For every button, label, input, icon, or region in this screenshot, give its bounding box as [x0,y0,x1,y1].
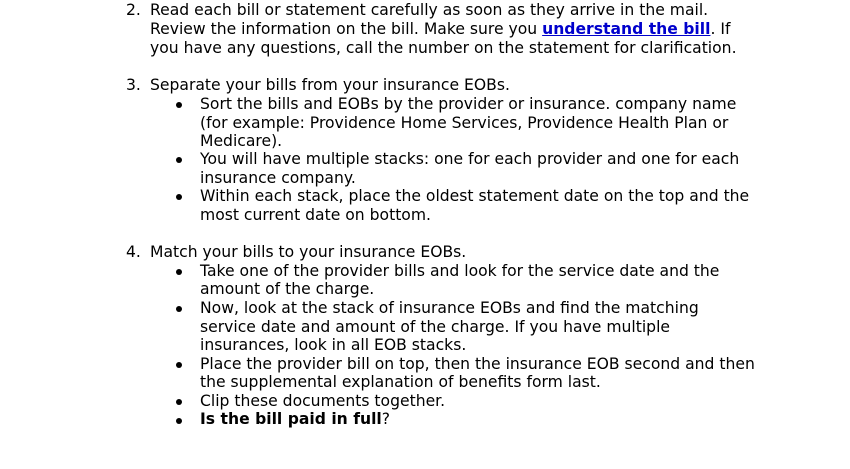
section4-heading: Match your bills to your insurance EOBs. [150,243,467,261]
section2-line2-tail: . If [710,20,731,38]
understand-the-bill-link[interactable]: understand the bill [542,20,711,38]
section4-bullet2-line1: Now, look at the stack of insurance EOBs and find the matching [200,299,699,317]
section2-line1: Read each bill or statement carefully as soon as they arrive in the mail. [150,1,709,19]
section4-bullet4-line1: Clip these documents together. [200,392,446,410]
bullet-icon [176,194,182,200]
section4-bullet2-line2: service date and amount of the charge. If you have multiple [200,318,670,336]
item-number-2: 2. [126,1,141,19]
section2-line2-text: Review the information on the bill. Make sure you [150,20,543,38]
section3-bullet1-line3: Medicare). [200,132,283,150]
bullet-icon [176,418,182,424]
section3-bullet2-line1: You will have multiple stacks: one for each provider and one for each [200,150,740,168]
section4-bullet3-line2: the supplemental explanation of benefits form last. [200,373,601,391]
section3-bullet1-line2: (for example: Providence Home Services, Providence Health Plan or [200,114,729,132]
section2-line2 [150,20,730,39]
section4-bullet5-line1 [200,410,390,429]
section3-bullet2-line2: insurance company. [200,169,356,187]
section3-bullet1-line1: Sort the bills and EOBs by the provider or insurance. company name [200,95,737,113]
bullet-icon [176,399,182,405]
bullet-icon [176,102,182,108]
section4-bullet1-line1: Take one of the provider bills and look for the service date and the [200,262,720,280]
section2-line3: you have any questions, call the number on the statement for clarification. [150,39,737,57]
bullet-icon [176,362,182,368]
paid-in-full-question: Is the bill paid in full [200,410,382,428]
section4-bullet3-line1: Place the provider bill on top, then the insurance EOB second and then [200,355,755,373]
bullet-icon [176,269,182,275]
item-number-3: 3. [126,76,141,94]
question-mark: ? [381,410,391,428]
bullet-icon [176,157,182,163]
section3-heading: Separate your bills from your insurance EOBs. [150,76,510,94]
section3-bullet3-line2: most current date on bottom. [200,206,431,224]
section3-bullet3-line1: Within each stack, place the oldest statement date on the top and the [200,187,750,205]
bullet-icon [176,306,182,312]
item-number-4: 4. [126,243,141,261]
section4-bullet2-line3: insurances, look in all EOB stacks. [200,336,467,354]
section4-bullet1-line2: amount of the charge. [200,280,375,298]
